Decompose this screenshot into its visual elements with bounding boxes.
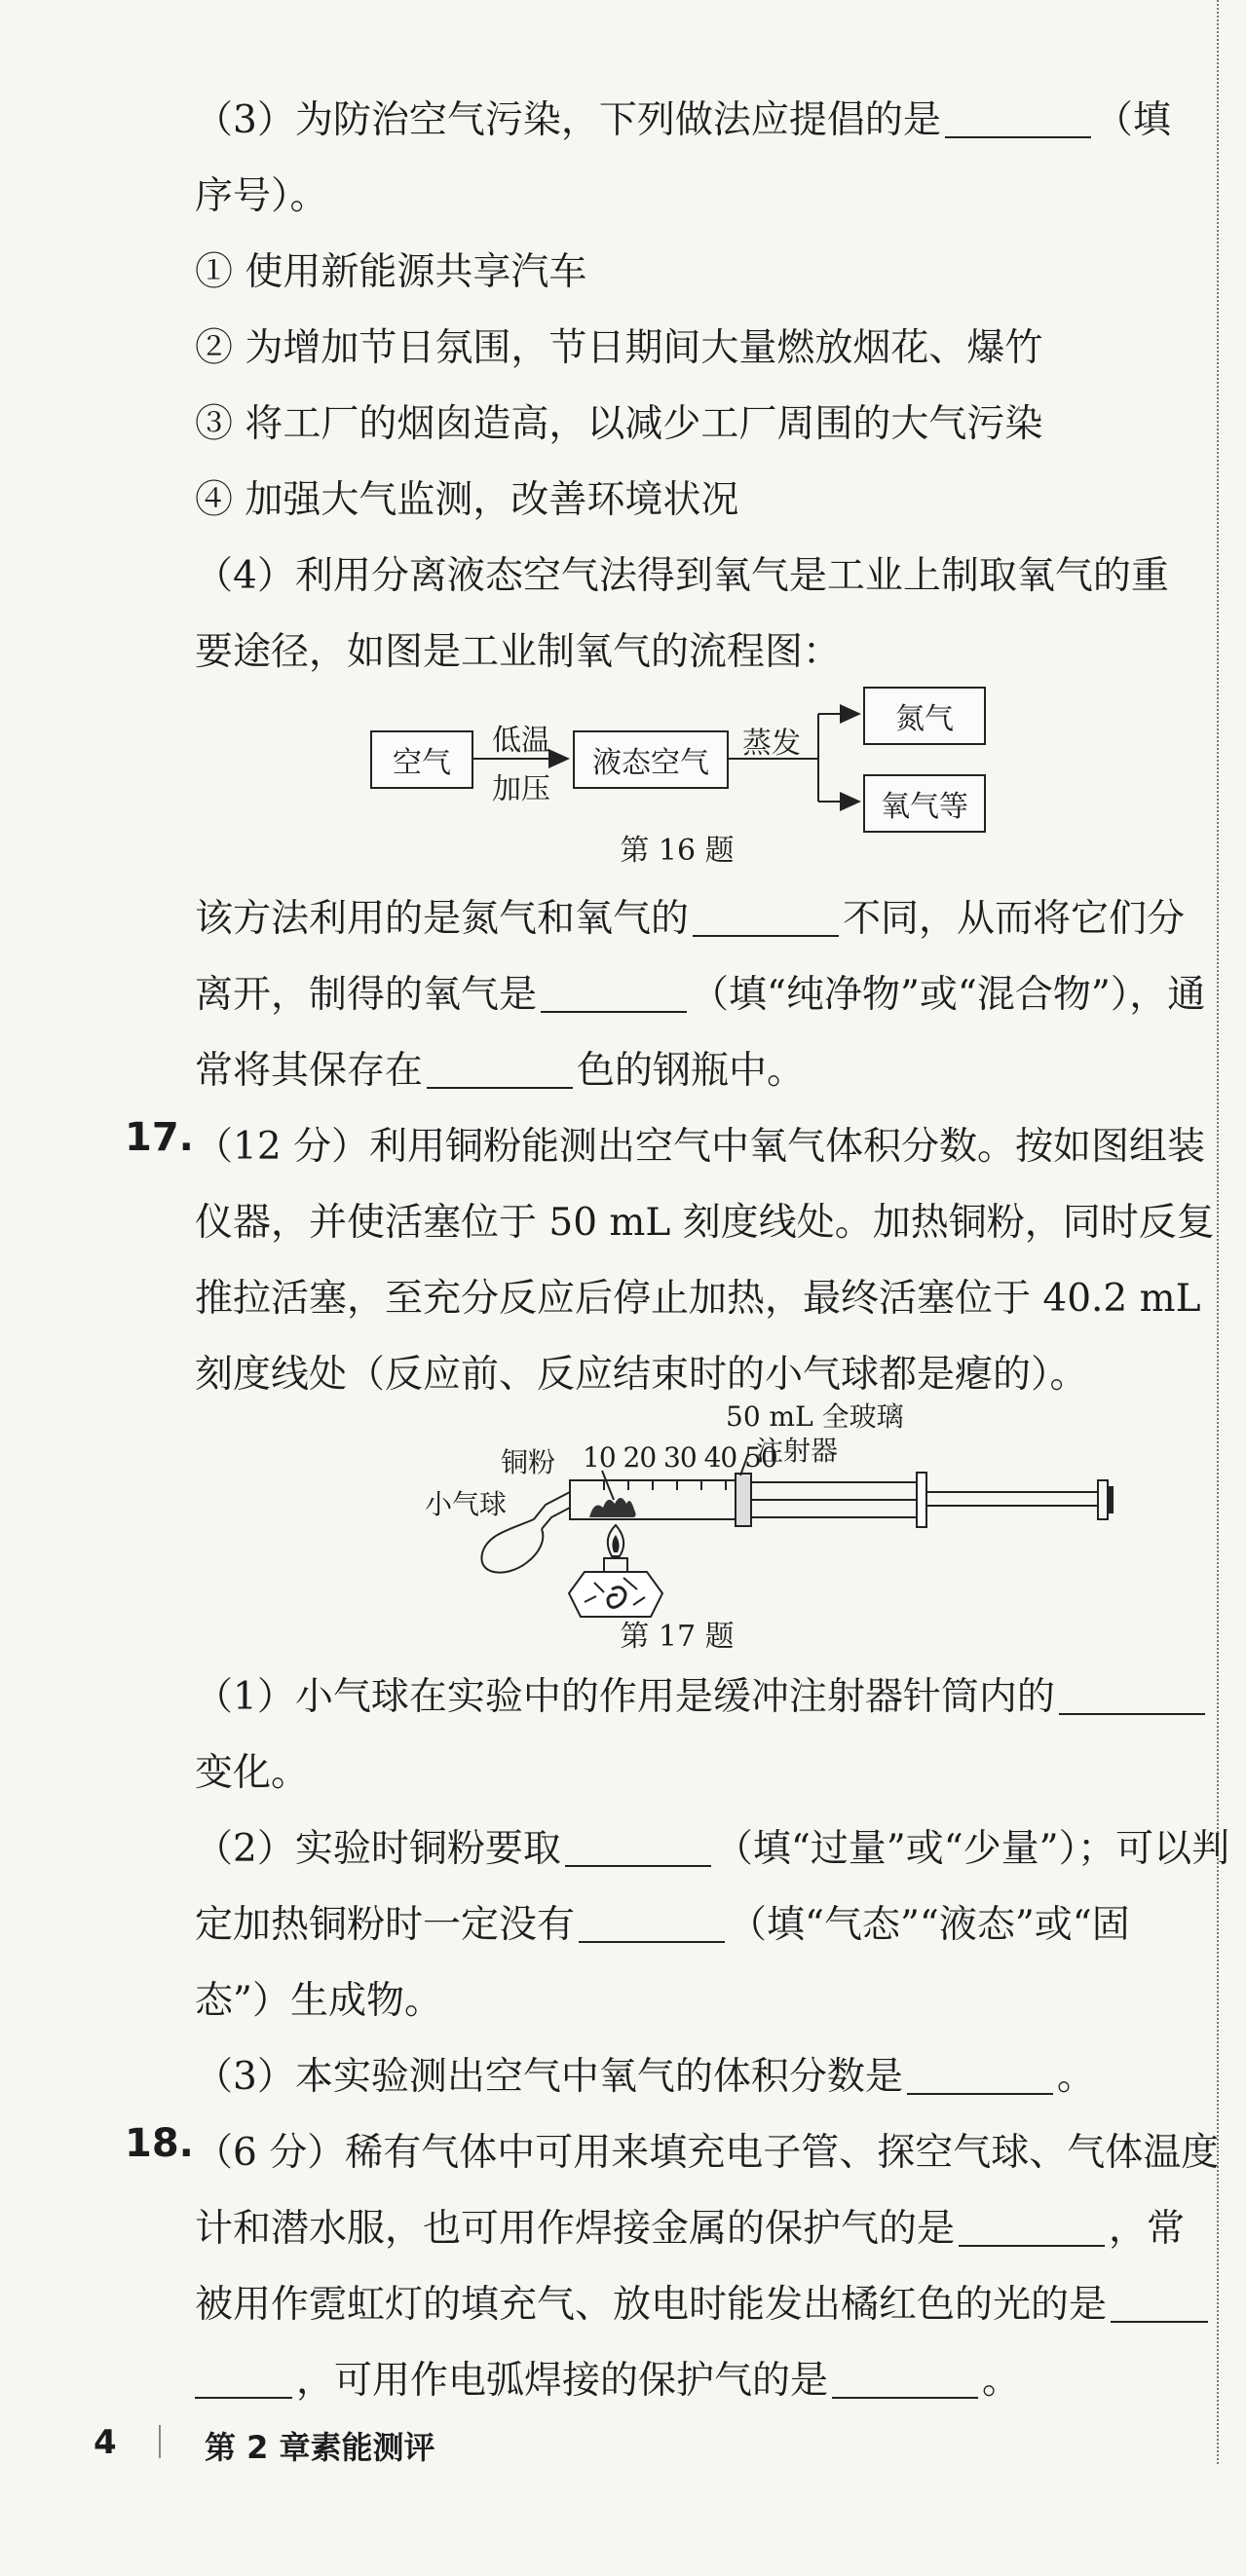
copper-powder-label: 铜粉 <box>501 1446 556 1478</box>
syringe-label-line2: 注射器 <box>756 1435 839 1467</box>
answer-blank[interactable] <box>1059 1678 1205 1715</box>
q18-line2: 计和潜水服，也可用作焊接金属的保护气的是 ，常 <box>195 2207 1186 2251</box>
flow-condition-bottom: 加压 <box>492 772 550 806</box>
answer-blank[interactable] <box>907 2058 1053 2095</box>
q16-part4-line2: 要途径，如图是工业制氧气的流程图： <box>195 630 842 674</box>
q17-line3: 推拉活塞，至充分反应后停止加热，最终活塞位于 40.2 mL <box>195 1277 1201 1321</box>
q17-number: 17. <box>125 1115 194 1160</box>
answer-blank[interactable] <box>579 1906 725 1943</box>
flow-evaporate-label: 蒸发 <box>742 727 801 761</box>
q16-part4-line1: （4）利用分离液态空气法得到氧气是工业上制取氧气的重 <box>195 554 1169 598</box>
q17-line1: （12 分）利用铜粉能测出空气中氧气体积分数。按如图组装 <box>195 1125 1206 1169</box>
q17-line2: 仪器，并使活塞位于 50 mL 刻度线处。加热铜粉，同时反复 <box>195 1201 1215 1245</box>
q17-line4: 刻度线处（反应前、反应结束时的小气球都是瘪的）。 <box>195 1353 1088 1397</box>
q17-part2-line3: 态”）生成物。 <box>195 1979 442 2023</box>
q16-answer-line3: 常将其保存在 色的钢瓶中。 <box>195 1049 806 1093</box>
q16-option-2: ② 为增加节日氛围，节日期间大量燃放烟花、爆竹 <box>195 326 1043 370</box>
page-number: 4 <box>94 2423 117 2462</box>
q16-answer-line2: 离开，制得的氧气是 （填“纯净物”或“混合物”），通 <box>195 973 1206 1017</box>
flow-box-air: 空气 <box>370 730 473 789</box>
syringe-label-line1: 50 mL 全玻璃 <box>726 1400 904 1433</box>
flow-box-nitrogen: 氮气 <box>863 687 986 745</box>
footer-divider <box>159 2425 161 2458</box>
q17-part3-line1: （3）本实验测出空气中氧气的体积分数是 。 <box>195 2055 1095 2099</box>
answer-blank[interactable] <box>565 1830 711 1867</box>
q18-line4: ，可用作电弧焊接的保护气的是 。 <box>195 2343 1159 2419</box>
q16-option-4: ④ 加强大气监测，改善环境状况 <box>195 478 739 522</box>
footer-title: 第 2 章素能测评 <box>205 2429 435 2466</box>
answer-blank[interactable] <box>959 2210 1105 2247</box>
syringe-scale-label: 10 20 30 40 50 <box>583 1441 777 1474</box>
answer-blank[interactable] <box>832 2362 978 2399</box>
q18-number: 18. <box>125 2121 194 2166</box>
q17-part2-line2: 定加热铜粉时一定没有 （填“气态”“液态”或“固 <box>195 1903 1130 1947</box>
answer-blank[interactable] <box>1111 2286 1208 2323</box>
q18-line1: （6 分）稀有气体中可用来填充电子管、探空气球、气体温度 <box>195 2131 1220 2175</box>
balloon-label: 小气球 <box>425 1488 508 1520</box>
flow-condition-top: 低温 <box>492 724 550 758</box>
q16-part3-line2: 序号）。 <box>195 174 328 218</box>
q16-answer-line1: 该方法利用的是氮气和氧气的 不同，从而将它们分 <box>195 897 1186 941</box>
figure-17-caption: 第 17 题 <box>620 1620 735 1654</box>
flow-box-liquid-air: 液态空气 <box>573 730 729 789</box>
answer-blank[interactable] <box>195 2362 292 2399</box>
q17-part1-line1: （1）小气球在实验中的作用是缓冲注射器针筒内的 <box>195 1660 1159 1736</box>
q17-part1-line2: 变化。 <box>195 1751 310 1795</box>
q17-part2-line1: （2）实验时铜粉要取 （填“过量”或“少量”）；可以判 <box>195 1827 1230 1871</box>
q16-part3-line1: （3）为防治空气污染，下列做法应提倡的是 （填 <box>195 98 1171 142</box>
q16-option-1: ① 使用新能源共享汽车 <box>195 250 587 294</box>
flow-box-oxygen: 氧气等 <box>863 774 986 833</box>
figure-16-caption: 第 16 题 <box>620 834 735 868</box>
q16-option-3: ③ 将工厂的烟囱造高，以减少工厂周围的大气污染 <box>195 402 1043 446</box>
q18-line3: 被用作霓虹灯的填充气、放电时能发出橘红色的光的是 <box>195 2267 1159 2343</box>
